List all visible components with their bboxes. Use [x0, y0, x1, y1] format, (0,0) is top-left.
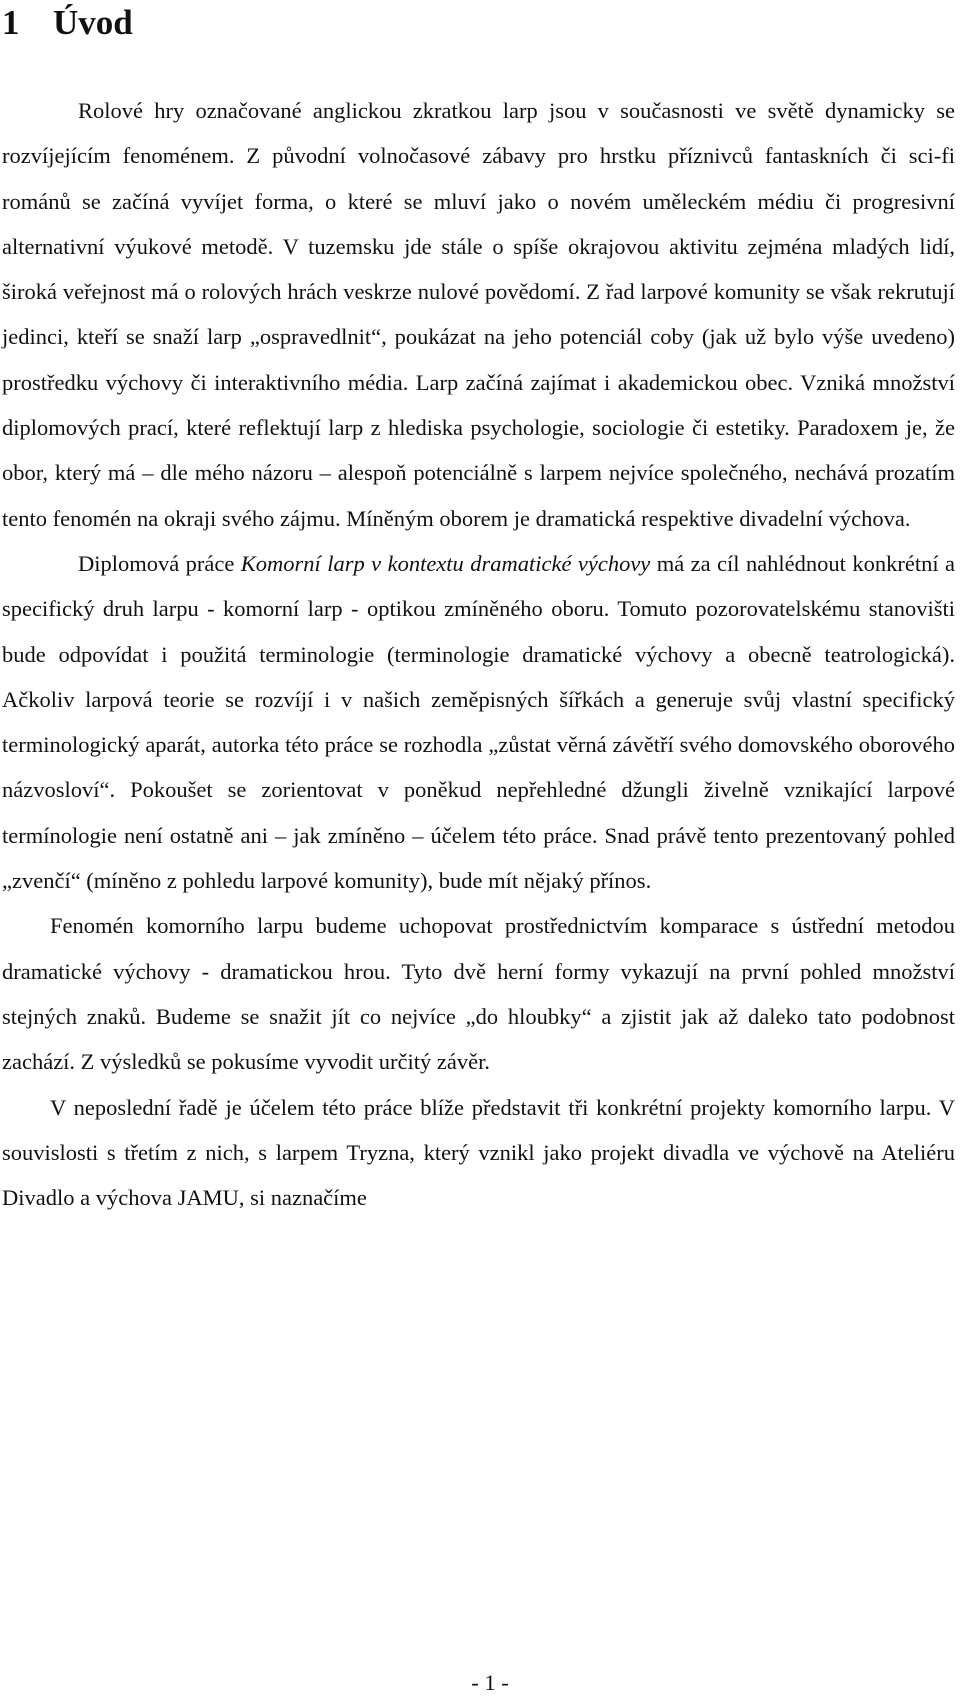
- page-footer: [0, 1668, 960, 1698]
- paragraph-1: [2, 88, 955, 541]
- chapter-heading: [2, 2, 133, 44]
- chapter-number: 1: [2, 3, 20, 42]
- thesis-title: Komorní larp v kontextu dramatické výchovy: [240, 550, 651, 576]
- body-text: [2, 88, 955, 1220]
- paragraph-1-text: Rolové hry označované anglickou zkratkou larp jsou v současnosti ve světě dynamicky se rozvíjejícím fenoménem. Z původní volnočasové zábavy pro hrstku příznivců fantaskních či sci-fi románů se začíná vyvíjet forma, o které se mluví jako o novém uměleckém médiu či progresivní alternativní výukové metodě. V tuzemsku jde stále o spíše okrajovou aktivitu zejména mladých lidí, široká veřejnost má o rolových hrách veskrze nulové povědomí. Z řad larpové komunity se však rekrutují jedinci, kteří se snaží larp „ospravedlnit“, poukázat na jeho potenciál coby (jak už bylo výše uvedeno) prostředku výchovy či interaktivního média. Larp začíná zajímat i akademickou obec. Vzniká množství diplomových prací, které reflektují larp z hlediska psychologie, sociologie či estetiky. Paradoxem je, že obor, který má – dle mého názoru – alespoň potenciálně s larpem nejvíce společného, nechává prozatím tento fenomén na okraji svého zájmu. Míněným oborem je dramatická respektive divadelní výchova.: [2, 98, 955, 531]
- paragraph-2-text-start: Diplomová práce: [78, 550, 241, 576]
- paragraph-4-text: V neposlední řadě je účelem této práce blíže představit tři konkrétní projekty komorního larpu. V souvislosti s třetím z nich, s larpem Tryzna, který vznikl jako projekt divadla ve výchově na Ateliéru Divadlo a výchova JAMU, si naznačíme: [2, 1094, 955, 1211]
- paragraph-2-text-end: má za cíl nahlédnout konkrétní a specifický druh larpu - komorní larp - optikou zmíněného oboru. Tomuto pozorovatelskému stanovišti bude odpovídat i použitá terminologie (terminologie dramatické výchovy a obecně teatrologická). Ačkoliv larpová teorie se rozvíjí i v našich zeměpisných šířkách a generuje svůj vlastní specifický terminologický aparát, autorka této práce se rozhodla „zůstat věrná závětří svého domovského oborového názvosloví“. Pokoušet se zorientovat v poněkud nepřehledné džungli živelně vznikající larpové termínologie není ostatně ani – jak zmíněno – účelem této práce. Snad právě tento prezentovaný pohled „zvenčí“ (míněno z pohledu larpové komunity), bude mít nějaký přínos.: [2, 550, 955, 894]
- paragraph-3: [2, 903, 955, 1084]
- paragraph-3-text: Fenomén komorního larpu budeme uchopovat prostřednictvím komparace s ústřední metodou dramatické výchovy - dramatickou hrou. Tyto dvě herní formy vykazují na první pohled množství stejných znaků. Budeme se snažit jít co nejvíce „do hloubky“ a zjistit jak až daleko tato podobnost zachází. Z výsledků se pokusíme vyvodit určitý závěr.: [2, 913, 955, 1075]
- paragraph-2: [2, 541, 955, 903]
- chapter-title: Úvod: [53, 3, 133, 42]
- paragraph-4: [2, 1085, 955, 1221]
- page-number: - 1 -: [471, 1670, 509, 1695]
